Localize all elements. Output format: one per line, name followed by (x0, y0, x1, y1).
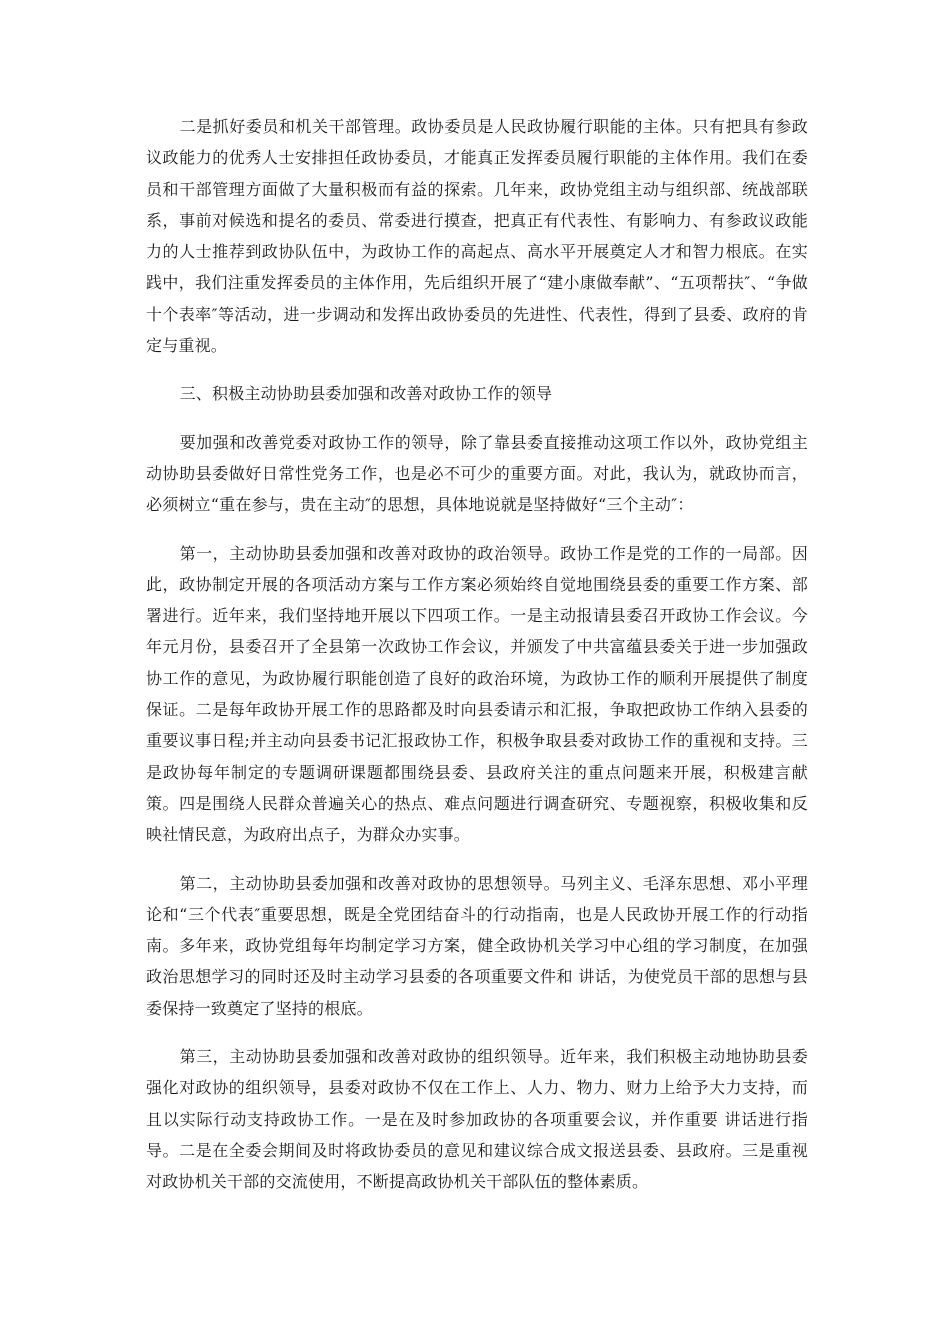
document-body (146, 111, 808, 1198)
paragraph-political-leadership: 第一，主动协助县委加强和改善对政协的政治领导。政协工作是党的工作的一局部。因此，政协制定开展的各项活动方案与工作方案必须始终自觉地围绕县委的重要工作方案、部署进行。近年来，我们坚持地开展以下四项工作。一是主动报请县委召开政协工作会议。今年元月份，县委召开了全县第一次政协工作会议，并颁发了中共富蕴县委关于进一步加强政协工作的意见，为政协履行职能创造了良好的政治环境，为政协工作的顺利开展提供了制度保证。二是每年政协开展工作的思路都及时向县委请示和汇报，争取把政协工作纳入县委的重要议事日程;并主动向县委书记汇报政协工作，积极争取县委对政协工作的重视和支持。三是政协每年制定的专题调研课题都围绕县委、县政府关注的重点问题来开展，积极建言献策。四是围绕人民群众普遍关心的热点、难点问题进行调查研究、专题视察，积极收集和反映社情民意，为政府出点子，为群众办实事。 (146, 543, 808, 845)
paragraph-three-initiatives: 要加强和改善党委对政协工作的领导，除了靠县委直接推动这项工作以外，政协党组主动协助县委做好日常性党务工作，也是必不可少的重要方面。对此，我认为，就政协而言，必须树立“重在参与，贵在主动″的思想，具体地说就是坚持做好“三个主动″： (146, 432, 808, 515)
paragraph-committee-management: 二是抓好委员和机关干部管理。政协委员是人民政协履行职能的主体。只有把具有参政议政能力的优秀人士安排担任政协委员，才能真正发挥委员履行职能的主体作用。我们在委员和干部管理方面做了大量积极而有益的探索。几年来，政协党组主动与组织部、统战部联系，事前对候选和提名的委员、常委进行摸查，把真正有代表性、有影响力、有参政议政能力的人士推荐到政协队伍中，为政协工作的高起点、高水平开展奠定人才和智力根底。在实践中，我们注重发挥委员的主体作用，先后组织开展了“建小康做奉献”、“五项帮扶″、“争做十个表率″等活动，进一步调动和发挥出政协委员的先进性、代表性，得到了县委、政府的肯定与重视。 (146, 117, 808, 356)
section-heading-3: 三、积极主动协助县委加强和改善对政协工作的领导 (179, 384, 553, 404)
paragraph-ideological-leadership: 第二，主动协助县委加强和改善对政协的思想领导。马列主义、毛泽东思想、邓小平理论和“三个代表″重要思想，既是全党团结奋斗的行动指南，也是人民政协开展工作的行动指南。多年来，政协党组每年均制定学习方案，健全政协机关学习中心组的学习制度，在加强政治思想学习的同时还及时主动学习县委的各项重要文件和 讲话，为使党员干部的思想与县委保持一致奠定了坚持的根底。 (146, 873, 808, 1018)
paragraph-organizational-leadership: 第三，主动协助县委加强和改善对政协的组织领导。近年来，我们积极主动地协助县委强化对政协的组织领导，县委对政协不仅在工作上、人力、物力、财力上给予大力支持，而且以实际行动支持政协工作。一是在及时参加政协的各项重要会议，并作重要 讲话进行指导。二是在全委会期间及时将政协委员的意见和建议综合成文报送县委、县政府。三是重视对政协机关干部的交流使用，不断提高政协机关干部队伍的整体素质。 (146, 1047, 808, 1192)
